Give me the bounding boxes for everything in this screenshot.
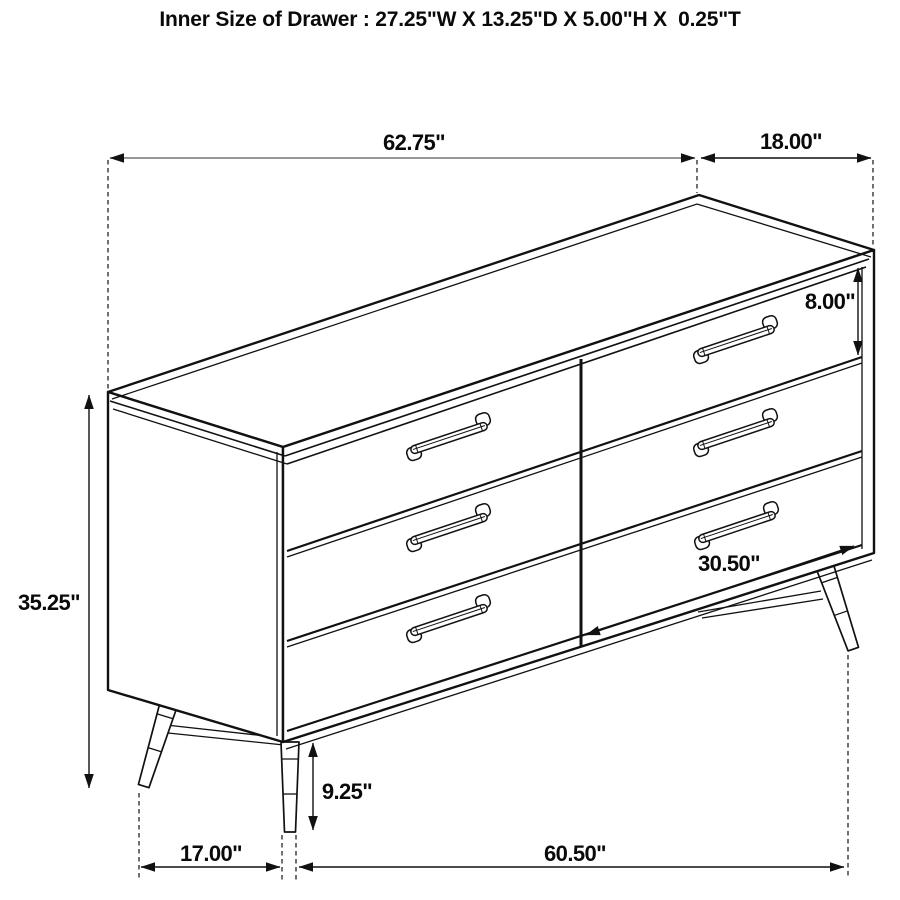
dim-leg-span-label: 60.50" — [544, 841, 606, 866]
dim-overall-height-label: 35.25" — [18, 590, 80, 615]
dim-drawer-height-label: 8.00" — [804, 289, 856, 314]
dresser-left-panel — [108, 392, 283, 742]
page-title: Inner Size of Drawer : 27.25"W X 13.25"D X 5.00"H X 0.25"T — [159, 8, 741, 31]
dim-drawer-width-label: 30.50" — [698, 551, 760, 576]
dim-depth-label: 18.00" — [760, 129, 822, 154]
dim-leg-height-label: 9.25" — [321, 779, 373, 804]
dresser-illustration — [108, 195, 874, 832]
leg-rear-left — [135, 697, 179, 788]
dim-overall-width-label: 62.75" — [383, 130, 445, 155]
dim-leg-offset-label: 17.00" — [180, 841, 242, 866]
leg-front-left — [281, 742, 299, 832]
leg-right — [815, 561, 861, 652]
